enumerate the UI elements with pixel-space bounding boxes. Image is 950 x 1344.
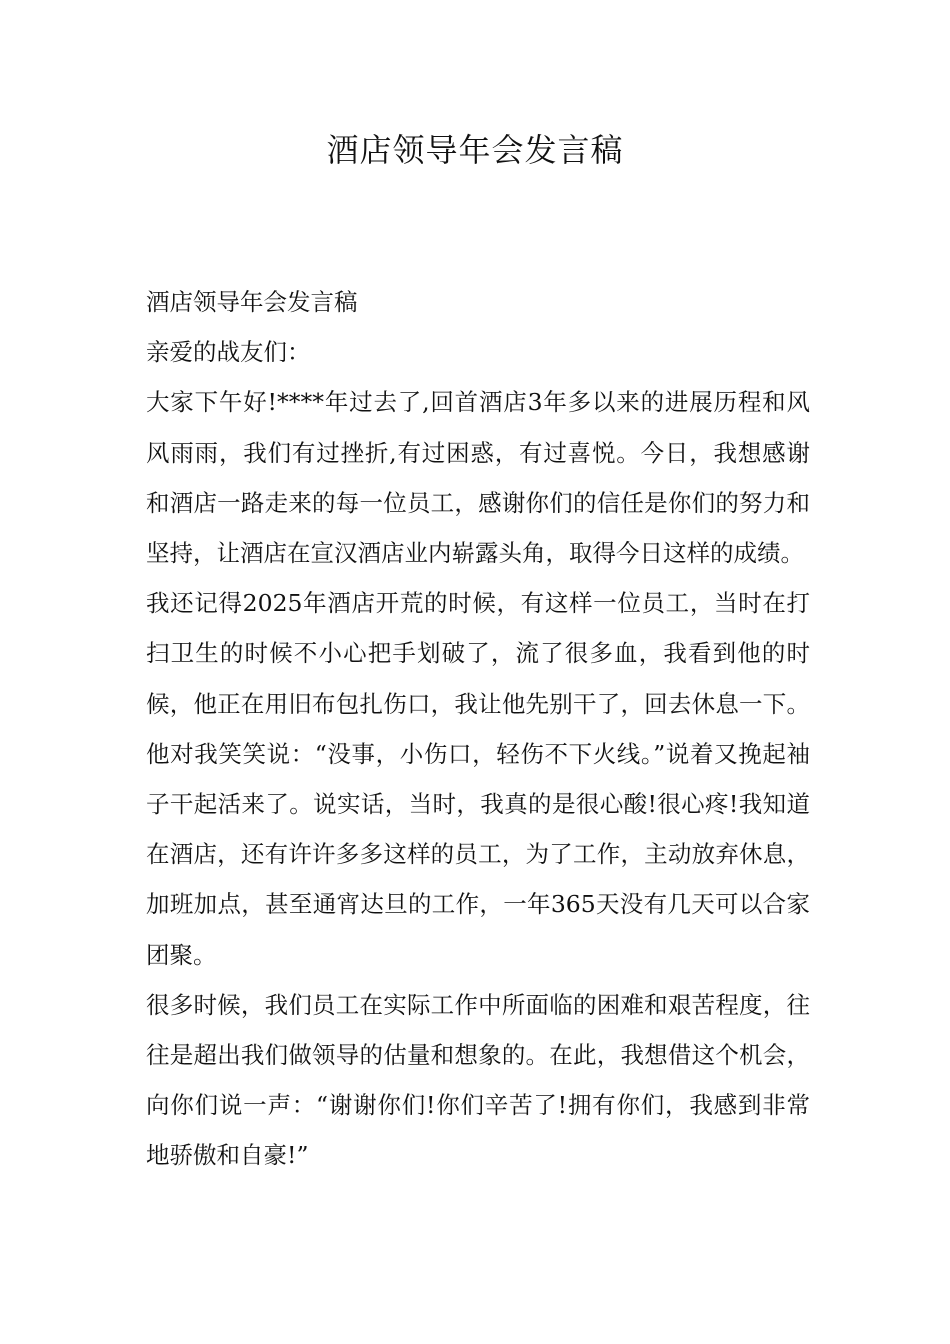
body-paragraph: 很多时候，我们员工在实际工作中所面临的困难和艰苦程度，往往是超出我们做领导的估量和想象的。在此，我想借这个机会，向你们说一声：“谢谢你们!你们辛苦了!拥有你们，我感到非常地骄傲和自豪!” (146, 990, 810, 1170)
document-body (146, 277, 810, 1181)
body-paragraph: 大家下午好!****年过去了,回首酒店3年多以来的进展历程和风风雨雨，我们有过挫折,有过困惑，有过喜悦。今日，我想感谢和酒店一路走来的每一位员工，感谢你们的信任是你们的努力和坚持，让酒店在宣汉酒店业内崭露头角，取得今日这样的成绩。 (146, 388, 810, 568)
body-paragraph-salutation: 亲爱的战友们： (146, 338, 311, 367)
body-paragraph: 我还记得2025年酒店开荒的时候，有这样一位员工，当时在打扫卫生的时候不小心把手划破了，流了很多血，我看到他的时候，他正在用旧布包扎伤口，我让他先别干了，回去休息一下。他对我笑笑说：“没事，小伤口，轻伤不下火线。”说着又挽起袖子干起活来了。说实话，当时，我真的是很心酸!很心疼!我知道在酒店，还有许许多多这样的员工，为了工作，主动放弃休息，加班加点，甚至通宵达旦的工作，一年365天没有几天可以合家团聚。 (146, 589, 810, 969)
document-title: 酒店领导年会发言稿 (326, 131, 624, 169)
body-paragraph-heading: 酒店领导年会发言稿 (146, 288, 358, 316)
